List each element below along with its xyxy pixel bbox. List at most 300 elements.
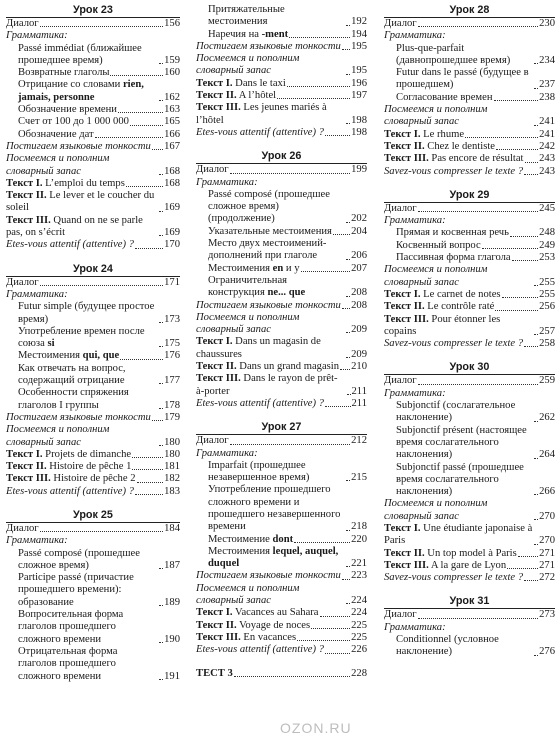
toc-entry[interactable] [384, 67, 555, 92]
toc-entry[interactable] [196, 177, 367, 189]
dot-leader [346, 603, 350, 604]
dot-leader [325, 135, 350, 136]
toc-entry-page: 204 [351, 225, 367, 237]
toc-entry-page: 242 [539, 140, 555, 152]
toc-entry[interactable] [384, 425, 555, 462]
toc-entry-page: 255 [539, 288, 555, 300]
toc-entry-page: 198 [351, 114, 367, 126]
toc-entry[interactable] [6, 43, 180, 68]
toc-entry-title: Passé immédiat (ближайшее прошедшее время) [18, 42, 142, 66]
toc-column-1 [6, 4, 180, 683]
toc-entry-page: 180 [164, 436, 180, 448]
toc-entry-page: 230 [539, 18, 555, 29]
dot-leader [95, 137, 163, 138]
toc-entry-page: 210 [351, 361, 367, 373]
toc-entry-page: 211 [351, 385, 367, 397]
dot-leader [40, 26, 163, 27]
dot-leader [534, 458, 538, 459]
toc-entry[interactable] [6, 412, 180, 424]
toc-entry-title: Текст II. Voyage de noces [196, 619, 311, 631]
toc-entry[interactable] [384, 560, 555, 572]
dot-leader [346, 259, 350, 260]
toc-entry[interactable] [384, 338, 555, 350]
toc-entry-page: 224 [351, 607, 367, 619]
dot-leader [512, 260, 538, 261]
toc-entry-title: Посмеемся и пополним словарный запас [196, 53, 300, 77]
toc-entry-title: Диалог [6, 522, 39, 534]
toc-entry-title: Постигаем языковые тонкости [196, 40, 341, 52]
toc-entry-title: Etes-vous attentif (attentive) ? [6, 239, 134, 251]
dot-leader [294, 542, 350, 543]
toc-entry[interactable] [6, 153, 180, 178]
dot-leader [346, 566, 350, 567]
toc-entry-page: 187 [164, 559, 180, 571]
toc-entry[interactable] [6, 548, 180, 573]
lesson-title: Урок 31 [449, 595, 490, 608]
toc-entry[interactable] [196, 127, 367, 139]
toc-entry-title: Диалог [384, 375, 417, 387]
toc-entry[interactable] [384, 400, 555, 425]
toc-entry-page: 156 [164, 18, 180, 29]
toc-entry-title: Etes-vous attentif (attentive) ? [6, 485, 134, 497]
toc-entry[interactable] [6, 116, 180, 128]
toc-entry-page: 209 [351, 324, 367, 336]
toc-entry[interactable] [196, 398, 367, 410]
lesson-gap [384, 350, 555, 361]
toc-entry-page: 169 [164, 227, 180, 239]
toc-entry[interactable] [384, 301, 555, 313]
toc-entry-title: Посмеемся и пополним словарный запас [384, 498, 488, 522]
toc-entry-page: 238 [539, 91, 555, 103]
toc-entry-title: Savez-vous compresser le texte ? [384, 338, 524, 350]
toc-entry[interactable] [6, 129, 180, 141]
toc-entry-page: 166 [164, 128, 180, 140]
toc-entry[interactable] [6, 461, 180, 473]
toc-entry[interactable] [384, 264, 555, 289]
toc-entry[interactable] [196, 632, 367, 644]
toc-entry-title: Текст I. Projets de dimanche [6, 448, 132, 460]
toc-entry-title: Текст III. Les jeunes mariés à l’hôtel [196, 102, 327, 126]
toc-entry-title: Imparfait (прошедшее незавершенное время) [208, 459, 310, 484]
toc-entry[interactable] [196, 41, 367, 53]
toc-entry[interactable] [196, 164, 367, 176]
toc-entry-page: 264 [539, 449, 555, 461]
toc-entry[interactable] [196, 29, 367, 41]
toc-entry-page: 192 [351, 16, 367, 28]
dot-leader [137, 482, 164, 483]
toc-entry-page: 160 [164, 67, 180, 79]
dot-leader [534, 519, 538, 520]
toc-entry-title: Посмеемся и пополним словарный запас [6, 153, 110, 177]
toc-entry[interactable] [196, 300, 367, 312]
toc-entry-title: Отрицательная форма глаголов прошедшего сложного времени [18, 645, 118, 682]
toc-entry-title: Обозначение времени [18, 104, 117, 116]
toc-entry-page: 245 [539, 202, 555, 214]
toc-entry-title: Futur dans le passé (будущее в прошедшем) [396, 67, 529, 91]
toc-entry[interactable] [6, 523, 180, 535]
toc-entry-title: Прямая и косвенная речь [396, 227, 509, 239]
lesson-title: Урок 23 [73, 4, 113, 16]
toc-entry[interactable] [384, 572, 555, 584]
toc-entry-title: Диалог [384, 609, 417, 621]
toc-entry-title: Счет от 100 до 1 000 000 [18, 116, 129, 128]
dot-leader [159, 568, 163, 569]
toc-entry-page: 234 [539, 54, 555, 66]
toc-entry[interactable] [384, 388, 555, 400]
toc-entry-title: Текст I. L’emploi du temps [6, 177, 125, 189]
toc-entry-page: 181 [164, 461, 180, 473]
toc-entry[interactable] [384, 166, 555, 178]
toc-entry[interactable] [6, 449, 180, 461]
toc-entry[interactable] [6, 30, 180, 42]
dot-leader [346, 480, 350, 481]
toc-entry[interactable] [384, 375, 555, 387]
dot-leader [346, 123, 350, 124]
toc-entry[interactable] [384, 18, 555, 30]
dot-leader [159, 235, 163, 236]
toc-entry-title: Текст II. Histoire de pêche 1 [6, 461, 132, 473]
dot-leader [342, 579, 350, 580]
dot-leader [346, 530, 350, 531]
toc-entry-page: 266 [539, 486, 555, 498]
toc-entry[interactable] [6, 277, 180, 289]
toc-entry-title: Наречия на -ment [208, 28, 289, 40]
toc-entry-page: 168 [164, 177, 180, 189]
toc-entry-title: Текст I. Le carnet de notes [384, 288, 501, 300]
toc-entry-page: 173 [164, 313, 180, 325]
entry-gap [196, 657, 367, 668]
dot-leader [346, 296, 350, 297]
toc-entry[interactable] [196, 448, 367, 460]
lesson-gap [384, 584, 555, 595]
toc-entry[interactable] [6, 301, 180, 326]
dot-leader [510, 236, 538, 237]
toc-entry-page: 190 [164, 633, 180, 645]
toc-entry-title: Грамматика: [384, 621, 446, 633]
toc-entry-title: Грамматика: [196, 176, 258, 188]
toc-entry[interactable] [196, 4, 367, 29]
dot-leader [418, 384, 538, 385]
dot-leader [346, 74, 350, 75]
dot-leader [325, 653, 350, 654]
toc-entry[interactable] [6, 535, 180, 547]
dot-leader [118, 112, 163, 113]
toc-entry[interactable] [196, 435, 367, 447]
toc-entry[interactable] [384, 92, 555, 104]
toc-entry-page: 179 [164, 411, 180, 423]
toc-entry[interactable] [196, 570, 367, 582]
toc-entry-title: Текст I. Dans un magasin de chaussures [196, 336, 321, 360]
toc-entry[interactable] [196, 373, 367, 398]
toc-entry-title: Диалог [6, 18, 39, 29]
toc-entry-page: 273 [539, 609, 555, 621]
toc-entry[interactable] [6, 486, 180, 498]
toc-entry-page: 223 [351, 570, 367, 582]
toc-entry-page: 270 [539, 535, 555, 547]
toc-entry-page: 178 [164, 399, 180, 411]
toc-entry-page: 167 [164, 140, 180, 152]
dot-leader [159, 383, 163, 384]
toc-entry[interactable] [196, 312, 367, 337]
toc-entry-page: 184 [164, 522, 180, 534]
toc-entry-title: Passé composé (прошедшее сложное время) [18, 547, 140, 571]
toc-entry-page: 171 [164, 276, 180, 288]
dot-leader [40, 285, 163, 286]
toc-entry-title: Возвратные глаголы [18, 67, 110, 79]
toc-entry-title: Диалог [6, 276, 39, 288]
toc-entry[interactable] [6, 350, 180, 362]
toc-entry[interactable] [6, 215, 180, 240]
toc-entry-page: 243 [539, 153, 555, 165]
toc-entry-page: 170 [164, 239, 180, 251]
dot-leader [135, 494, 163, 495]
toc-entry-title: Etes-vous attentif (attentive) ? [196, 126, 324, 138]
toc-entry[interactable] [196, 102, 367, 127]
toc-entry-page: 206 [351, 250, 367, 262]
toc-entry[interactable] [196, 263, 367, 275]
toc-entry-title: Как отвечать на вопрос, содержащий отрицание [18, 362, 126, 387]
toc-entry-page: 218 [351, 521, 367, 533]
toc-entry-title: Притяжательные местоимения [208, 4, 285, 28]
toc-entry-title: Текст I. Dans le taxi [196, 77, 286, 89]
toc-entry-title: Plus-que-parfait (давнопрошедшее время) [396, 42, 511, 66]
toc-entry-title: Subjonctif présent (настоящее время сослагательного наклонения) [396, 424, 527, 461]
toc-entry-page: 207 [351, 262, 367, 274]
toc-entry[interactable] [6, 289, 180, 301]
toc-entry-page: 224 [351, 595, 367, 607]
toc-entry[interactable] [196, 546, 367, 571]
toc-entry-title: Subjonctif (сослагательное наклонение) [396, 400, 516, 424]
toc-entry-page: 270 [539, 510, 555, 522]
toc-entry-page: 196 [351, 77, 367, 89]
toc-entry[interactable] [196, 238, 367, 263]
toc-entry-title: Посмеемся и пополним словарный запас [6, 424, 110, 448]
dot-leader [524, 174, 538, 175]
toc-entry[interactable] [384, 227, 555, 239]
toc-entry-page: 253 [539, 252, 555, 264]
dot-leader [159, 174, 163, 175]
dot-leader [524, 580, 538, 581]
toc-entry-title: Местоимение dont [208, 533, 294, 545]
dot-leader [496, 149, 538, 150]
toc-entry[interactable] [196, 78, 367, 90]
toc-entry[interactable] [6, 473, 180, 485]
toc-entry-page: 241 [539, 116, 555, 128]
toc-entry[interactable] [6, 387, 180, 412]
toc-entry[interactable] [6, 190, 180, 215]
toc-entry-title: Местоимения lequel, auquel, duquel [208, 545, 339, 570]
toc-entry[interactable] [384, 634, 555, 659]
toc-entry[interactable] [196, 53, 367, 78]
dot-leader [159, 642, 163, 643]
dot-leader [230, 173, 350, 174]
toc-entry[interactable] [384, 43, 555, 68]
dot-leader [507, 568, 538, 569]
toc-entry[interactable] [196, 484, 367, 533]
toc-entry-title: Обозначение дат [18, 128, 94, 140]
toc-entry[interactable] [196, 583, 367, 608]
toc-entry[interactable] [6, 18, 180, 30]
toc-entry-page: 271 [539, 559, 555, 571]
dot-leader [524, 346, 538, 347]
dot-leader [534, 88, 538, 89]
toc-entry[interactable] [6, 104, 180, 116]
toc-entry-page: 226 [351, 644, 367, 656]
toc-entry-page: 191 [164, 670, 180, 682]
dot-leader [311, 628, 350, 629]
dot-leader [110, 75, 163, 76]
toc-entry-title: Косвенный вопрос [396, 239, 481, 251]
toc-entry[interactable] [6, 572, 180, 609]
toc-entry-title: Текст II. A l’hôtel [196, 90, 277, 102]
dot-leader [418, 26, 538, 27]
lesson-title: Урок 26 [261, 150, 302, 163]
toc-entry[interactable] [384, 548, 555, 560]
dot-leader [534, 655, 538, 656]
toc-entry-title: Текст III. Quand on ne se parle pas, on s’écrit [6, 214, 143, 239]
toc-entry[interactable] [196, 189, 367, 226]
toc-entry-page: 225 [351, 631, 367, 643]
toc-entry-title: Грамматика: [6, 288, 68, 300]
toc-entry-title: Текст II. Le lever et le coucher du soleil [6, 190, 155, 214]
toc-entry[interactable] [196, 90, 367, 102]
dot-leader [159, 100, 163, 101]
toc-entry[interactable] [384, 289, 555, 301]
dot-leader [152, 420, 163, 421]
toc-entry-page: 257 [539, 325, 555, 337]
toc-entry-page: 165 [164, 116, 180, 128]
toc-column-2 [196, 4, 367, 680]
dot-leader [230, 444, 350, 445]
toc-entry[interactable] [196, 620, 367, 632]
toc-entry-page: 255 [539, 276, 555, 288]
toc-entry[interactable] [196, 226, 367, 238]
dot-leader [297, 640, 350, 641]
toc-entry-page: 199 [351, 164, 367, 176]
toc-entry[interactable] [6, 609, 180, 646]
toc-entry[interactable] [384, 462, 555, 499]
toc-entry[interactable] [384, 252, 555, 264]
lesson-title: Урок 29 [449, 188, 490, 201]
toc-entry[interactable] [384, 129, 555, 141]
dot-leader [347, 394, 351, 395]
dot-leader [333, 234, 350, 235]
toc-entry[interactable] [196, 644, 367, 656]
dot-leader [320, 616, 351, 617]
toc-entry-title: Диалог [196, 435, 229, 447]
toc-entry[interactable] [6, 67, 180, 79]
toc-entry-title: Употребление времен после союза si [18, 325, 145, 350]
toc-entry-title: Диалог [384, 202, 417, 214]
toc-entry-page: 237 [539, 79, 555, 91]
toc-entry[interactable] [6, 326, 180, 351]
toc-entry[interactable] [384, 104, 555, 129]
toc-entry[interactable] [196, 336, 367, 361]
toc-entry[interactable] [196, 275, 367, 300]
toc-entry[interactable] [196, 534, 367, 546]
toc-entry[interactable] [384, 240, 555, 252]
toc-entry-page: 272 [539, 572, 555, 584]
dot-leader [152, 149, 163, 150]
toc-entry-page: 163 [164, 104, 180, 116]
toc-entry[interactable] [6, 141, 180, 153]
toc-entry-page: 175 [164, 338, 180, 350]
toc-entry[interactable] [6, 178, 180, 190]
toc-entry-title: Место двух местоимений-дополнений при глаголе [208, 238, 327, 262]
dot-leader [534, 125, 538, 126]
toc-entry-page: 169 [164, 202, 180, 214]
toc-entry[interactable] [384, 498, 555, 523]
toc-entry[interactable] [384, 523, 555, 548]
toc-entry-title: ТЕСТ 3 [196, 667, 233, 679]
toc-entry[interactable] [196, 460, 367, 485]
lesson-gap [6, 498, 180, 509]
toc-entry-title: Текст II. Un top model à Paris [384, 547, 517, 559]
toc-entry-title: Постигаем языковые тонкости [196, 299, 341, 311]
dot-leader [342, 49, 350, 50]
toc-entry[interactable] [6, 646, 180, 683]
toc-entry[interactable] [384, 30, 555, 42]
lesson-gap [196, 410, 367, 421]
toc-entry-title: Текст II. Chez le dentiste [384, 140, 495, 152]
dot-leader [159, 445, 163, 446]
dot-leader [126, 186, 163, 187]
toc-entry[interactable] [384, 153, 555, 165]
toc-entry-page: 262 [539, 412, 555, 424]
toc-entry-title: Диалог [384, 18, 417, 29]
toc-entry-title: Грамматика: [196, 447, 258, 459]
toc-entry-page: 180 [164, 448, 180, 460]
toc-entry-title: Грамматика: [384, 30, 446, 42]
toc-entry[interactable] [384, 141, 555, 153]
toc-entry-page: 243 [539, 165, 555, 177]
toc-entry[interactable] [384, 609, 555, 621]
toc-entry-title: Постигаем языковые тонкости [6, 140, 151, 152]
toc-entry-page: 177 [164, 375, 180, 387]
toc-entry[interactable] [196, 607, 367, 619]
dot-leader [287, 86, 350, 87]
toc-entry[interactable] [196, 361, 367, 373]
toc-entry-page: 194 [351, 28, 367, 40]
toc-entry-title: Грамматика: [384, 387, 446, 399]
toc-entry[interactable] [384, 215, 555, 227]
toc-entry-title: Вопросительная форма глаголов прошедшего сложного времени [18, 609, 124, 645]
toc-entry-page: 176 [164, 350, 180, 362]
toc-entry[interactable] [6, 363, 180, 388]
toc-entry[interactable] [196, 668, 367, 680]
dot-leader [525, 162, 539, 163]
toc-entry-title: Текст III. En vacances [196, 631, 297, 643]
dot-leader [482, 248, 538, 249]
lesson-title: Урок 30 [449, 361, 490, 374]
dot-leader [534, 494, 538, 495]
toc-entry-page: 183 [164, 485, 180, 497]
toc-entry-title: Употребление прошедшего сложного времени и прошедшего незавершенного времени [208, 484, 341, 533]
dot-leader [132, 457, 163, 458]
toc-entry[interactable] [384, 203, 555, 215]
toc-entry[interactable] [384, 314, 555, 339]
toc-entry[interactable] [6, 239, 180, 251]
toc-entry-page: 220 [351, 533, 367, 545]
toc-entry-page: 197 [351, 90, 367, 102]
toc-column-3 [384, 4, 555, 659]
toc-entry-page: 198 [351, 126, 367, 138]
dot-leader [159, 605, 163, 606]
toc-entry[interactable] [384, 622, 555, 634]
toc-entry[interactable] [6, 79, 180, 104]
lesson-title: Урок 28 [449, 4, 490, 16]
toc-entry[interactable] [6, 424, 180, 449]
